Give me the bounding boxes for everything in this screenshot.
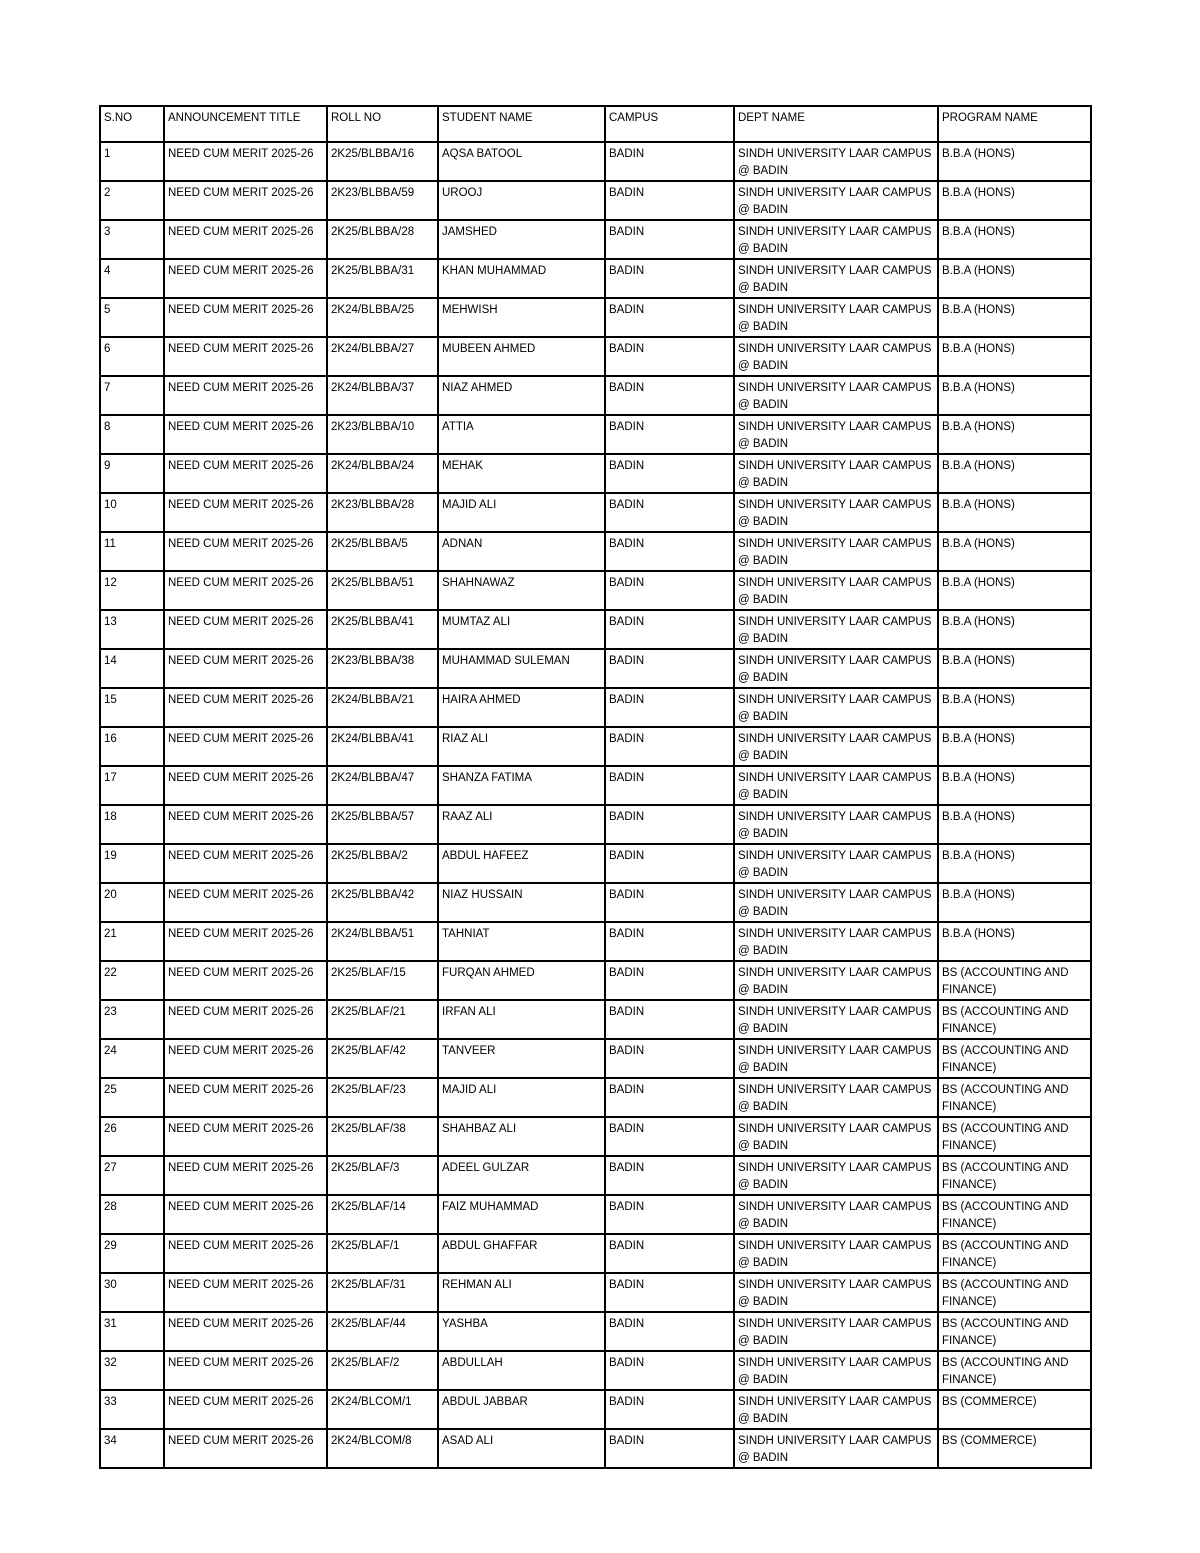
cell-roll-no: 2K24/BLBBA/21: [327, 688, 438, 727]
cell-announcement-title: NEED CUM MERIT 2025-26: [164, 259, 327, 298]
cell-sno: 20: [100, 883, 164, 922]
cell-program-name: B.B.A (HONS): [938, 922, 1091, 961]
cell-campus: BADIN: [605, 220, 734, 259]
cell-campus: BADIN: [605, 454, 734, 493]
cell-campus: BADIN: [605, 1273, 734, 1312]
cell-program-name: B.B.A (HONS): [938, 727, 1091, 766]
table-row: [100, 532, 1091, 571]
table-row: [100, 766, 1091, 805]
cell-announcement-title: NEED CUM MERIT 2025-26: [164, 805, 327, 844]
cell-campus: BADIN: [605, 532, 734, 571]
cell-dept-name: SINDH UNIVERSITY LAAR CAMPUS @ BADIN: [734, 454, 938, 493]
cell-sno: 34: [100, 1429, 164, 1468]
cell-dept-name: SINDH UNIVERSITY LAAR CAMPUS @ BADIN: [734, 1390, 938, 1429]
cell-announcement-title: NEED CUM MERIT 2025-26: [164, 1351, 327, 1390]
cell-sno: 27: [100, 1156, 164, 1195]
cell-sno: 14: [100, 649, 164, 688]
cell-student-name: NIAZ AHMED: [438, 376, 605, 415]
cell-sno: 29: [100, 1234, 164, 1273]
cell-dept-name: SINDH UNIVERSITY LAAR CAMPUS @ BADIN: [734, 142, 938, 181]
cell-dept-name: SINDH UNIVERSITY LAAR CAMPUS @ BADIN: [734, 961, 938, 1000]
cell-dept-name: SINDH UNIVERSITY LAAR CAMPUS @ BADIN: [734, 1234, 938, 1273]
table-row: [100, 1273, 1091, 1312]
cell-dept-name: SINDH UNIVERSITY LAAR CAMPUS @ BADIN: [734, 844, 938, 883]
cell-student-name: IRFAN ALI: [438, 1000, 605, 1039]
cell-campus: BADIN: [605, 961, 734, 1000]
cell-campus: BADIN: [605, 883, 734, 922]
cell-announcement-title: NEED CUM MERIT 2025-26: [164, 220, 327, 259]
cell-announcement-title: NEED CUM MERIT 2025-26: [164, 610, 327, 649]
cell-announcement-title: NEED CUM MERIT 2025-26: [164, 298, 327, 337]
cell-dept-name: SINDH UNIVERSITY LAAR CAMPUS @ BADIN: [734, 1039, 938, 1078]
cell-roll-no: 2K24/BLBBA/27: [327, 337, 438, 376]
cell-campus: BADIN: [605, 610, 734, 649]
cell-student-name: ABDUL JABBAR: [438, 1390, 605, 1429]
cell-roll-no: 2K25/BLBBA/28: [327, 220, 438, 259]
cell-student-name: ADEEL GULZAR: [438, 1156, 605, 1195]
cell-program-name: BS (ACCOUNTING AND FINANCE): [938, 1351, 1091, 1390]
cell-announcement-title: NEED CUM MERIT 2025-26: [164, 1312, 327, 1351]
cell-campus: BADIN: [605, 1351, 734, 1390]
cell-roll-no: 2K25/BLAF/21: [327, 1000, 438, 1039]
table-row: [100, 571, 1091, 610]
cell-sno: 12: [100, 571, 164, 610]
table-row: [100, 1156, 1091, 1195]
cell-roll-no: 2K25/BLAF/3: [327, 1156, 438, 1195]
cell-roll-no: 2K24/BLCOM/1: [327, 1390, 438, 1429]
cell-campus: BADIN: [605, 493, 734, 532]
cell-announcement-title: NEED CUM MERIT 2025-26: [164, 961, 327, 1000]
cell-sno: 5: [100, 298, 164, 337]
cell-dept-name: SINDH UNIVERSITY LAAR CAMPUS @ BADIN: [734, 1117, 938, 1156]
cell-roll-no: 2K25/BLBBA/2: [327, 844, 438, 883]
cell-student-name: MUBEEN AHMED: [438, 337, 605, 376]
table-row: [100, 1351, 1091, 1390]
cell-campus: BADIN: [605, 922, 734, 961]
cell-student-name: ASAD ALI: [438, 1429, 605, 1468]
cell-dept-name: SINDH UNIVERSITY LAAR CAMPUS @ BADIN: [734, 727, 938, 766]
cell-announcement-title: NEED CUM MERIT 2025-26: [164, 883, 327, 922]
cell-campus: BADIN: [605, 727, 734, 766]
cell-announcement-title: NEED CUM MERIT 2025-26: [164, 376, 327, 415]
table-row: [100, 1000, 1091, 1039]
table-row: [100, 961, 1091, 1000]
cell-dept-name: SINDH UNIVERSITY LAAR CAMPUS @ BADIN: [734, 415, 938, 454]
cell-sno: 30: [100, 1273, 164, 1312]
header-program-name: PROGRAM NAME: [938, 106, 1091, 142]
cell-program-name: BS (ACCOUNTING AND FINANCE): [938, 1000, 1091, 1039]
cell-announcement-title: NEED CUM MERIT 2025-26: [164, 1429, 327, 1468]
cell-program-name: B.B.A (HONS): [938, 610, 1091, 649]
cell-dept-name: SINDH UNIVERSITY LAAR CAMPUS @ BADIN: [734, 376, 938, 415]
cell-dept-name: SINDH UNIVERSITY LAAR CAMPUS @ BADIN: [734, 298, 938, 337]
cell-sno: 18: [100, 805, 164, 844]
table-row: [100, 1039, 1091, 1078]
cell-student-name: MAJID ALI: [438, 493, 605, 532]
cell-announcement-title: NEED CUM MERIT 2025-26: [164, 844, 327, 883]
cell-program-name: B.B.A (HONS): [938, 220, 1091, 259]
table-row: [100, 1117, 1091, 1156]
cell-campus: BADIN: [605, 844, 734, 883]
cell-dept-name: SINDH UNIVERSITY LAAR CAMPUS @ BADIN: [734, 610, 938, 649]
cell-dept-name: SINDH UNIVERSITY LAAR CAMPUS @ BADIN: [734, 1000, 938, 1039]
cell-campus: BADIN: [605, 1234, 734, 1273]
cell-sno: 31: [100, 1312, 164, 1351]
cell-campus: BADIN: [605, 298, 734, 337]
table-row: [100, 298, 1091, 337]
cell-dept-name: SINDH UNIVERSITY LAAR CAMPUS @ BADIN: [734, 1078, 938, 1117]
cell-student-name: ABDUL GHAFFAR: [438, 1234, 605, 1273]
cell-announcement-title: NEED CUM MERIT 2025-26: [164, 571, 327, 610]
cell-announcement-title: NEED CUM MERIT 2025-26: [164, 142, 327, 181]
cell-announcement-title: NEED CUM MERIT 2025-26: [164, 688, 327, 727]
cell-campus: BADIN: [605, 259, 734, 298]
cell-sno: 32: [100, 1351, 164, 1390]
cell-roll-no: 2K25/BLAF/42: [327, 1039, 438, 1078]
cell-program-name: B.B.A (HONS): [938, 493, 1091, 532]
cell-campus: BADIN: [605, 1312, 734, 1351]
cell-roll-no: 2K25/BLBBA/57: [327, 805, 438, 844]
cell-campus: BADIN: [605, 571, 734, 610]
cell-announcement-title: NEED CUM MERIT 2025-26: [164, 1273, 327, 1312]
header-announcement-title: ANNOUNCEMENT TITLE: [164, 106, 327, 142]
cell-sno: 26: [100, 1117, 164, 1156]
cell-sno: 19: [100, 844, 164, 883]
cell-announcement-title: NEED CUM MERIT 2025-26: [164, 454, 327, 493]
cell-program-name: BS (COMMERCE): [938, 1429, 1091, 1468]
cell-dept-name: SINDH UNIVERSITY LAAR CAMPUS @ BADIN: [734, 493, 938, 532]
table-header: [100, 106, 1091, 142]
cell-student-name: ABDUL HAFEEZ: [438, 844, 605, 883]
cell-sno: 4: [100, 259, 164, 298]
cell-roll-no: 2K25/BLAF/23: [327, 1078, 438, 1117]
table-row: [100, 1429, 1091, 1468]
cell-announcement-title: NEED CUM MERIT 2025-26: [164, 1117, 327, 1156]
cell-sno: 6: [100, 337, 164, 376]
cell-student-name: ABDULLAH: [438, 1351, 605, 1390]
cell-sno: 17: [100, 766, 164, 805]
cell-student-name: JAMSHED: [438, 220, 605, 259]
table-row: [100, 1390, 1091, 1429]
cell-roll-no: 2K24/BLBBA/24: [327, 454, 438, 493]
table-row: [100, 415, 1091, 454]
table-row: [100, 259, 1091, 298]
cell-program-name: B.B.A (HONS): [938, 571, 1091, 610]
cell-sno: 28: [100, 1195, 164, 1234]
cell-dept-name: SINDH UNIVERSITY LAAR CAMPUS @ BADIN: [734, 1351, 938, 1390]
cell-program-name: B.B.A (HONS): [938, 376, 1091, 415]
cell-dept-name: SINDH UNIVERSITY LAAR CAMPUS @ BADIN: [734, 1312, 938, 1351]
cell-student-name: MAJID ALI: [438, 1078, 605, 1117]
cell-sno: 13: [100, 610, 164, 649]
cell-dept-name: SINDH UNIVERSITY LAAR CAMPUS @ BADIN: [734, 922, 938, 961]
header-row: [100, 106, 1091, 142]
cell-campus: BADIN: [605, 1039, 734, 1078]
cell-program-name: BS (ACCOUNTING AND FINANCE): [938, 1273, 1091, 1312]
cell-announcement-title: NEED CUM MERIT 2025-26: [164, 766, 327, 805]
cell-announcement-title: NEED CUM MERIT 2025-26: [164, 532, 327, 571]
cell-student-name: RIAZ ALI: [438, 727, 605, 766]
cell-student-name: MEHWISH: [438, 298, 605, 337]
table-row: [100, 376, 1091, 415]
cell-roll-no: 2K25/BLBBA/16: [327, 142, 438, 181]
cell-dept-name: SINDH UNIVERSITY LAAR CAMPUS @ BADIN: [734, 532, 938, 571]
cell-campus: BADIN: [605, 1000, 734, 1039]
cell-student-name: ATTIA: [438, 415, 605, 454]
table-row: [100, 1078, 1091, 1117]
merit-list-table: [99, 105, 1092, 1469]
cell-campus: BADIN: [605, 415, 734, 454]
cell-sno: 10: [100, 493, 164, 532]
cell-student-name: TANVEER: [438, 1039, 605, 1078]
cell-student-name: RAAZ ALI: [438, 805, 605, 844]
table-row: [100, 688, 1091, 727]
cell-dept-name: SINDH UNIVERSITY LAAR CAMPUS @ BADIN: [734, 259, 938, 298]
cell-dept-name: SINDH UNIVERSITY LAAR CAMPUS @ BADIN: [734, 1195, 938, 1234]
cell-campus: BADIN: [605, 1078, 734, 1117]
cell-roll-no: 2K25/BLAF/2: [327, 1351, 438, 1390]
table-row: [100, 220, 1091, 259]
cell-announcement-title: NEED CUM MERIT 2025-26: [164, 1156, 327, 1195]
cell-program-name: B.B.A (HONS): [938, 259, 1091, 298]
cell-announcement-title: NEED CUM MERIT 2025-26: [164, 727, 327, 766]
table-row: [100, 727, 1091, 766]
cell-roll-no: 2K25/BLBBA/41: [327, 610, 438, 649]
cell-sno: 1: [100, 142, 164, 181]
cell-dept-name: SINDH UNIVERSITY LAAR CAMPUS @ BADIN: [734, 766, 938, 805]
cell-student-name: TAHNIAT: [438, 922, 605, 961]
cell-student-name: MUMTAZ ALI: [438, 610, 605, 649]
cell-announcement-title: NEED CUM MERIT 2025-26: [164, 1390, 327, 1429]
cell-roll-no: 2K24/BLBBA/37: [327, 376, 438, 415]
cell-program-name: BS (ACCOUNTING AND FINANCE): [938, 1156, 1091, 1195]
cell-student-name: ADNAN: [438, 532, 605, 571]
cell-sno: 8: [100, 415, 164, 454]
cell-announcement-title: NEED CUM MERIT 2025-26: [164, 1195, 327, 1234]
table-row: [100, 1195, 1091, 1234]
cell-dept-name: SINDH UNIVERSITY LAAR CAMPUS @ BADIN: [734, 805, 938, 844]
cell-announcement-title: NEED CUM MERIT 2025-26: [164, 1039, 327, 1078]
cell-sno: 3: [100, 220, 164, 259]
header-sno: S.NO: [100, 106, 164, 142]
cell-program-name: B.B.A (HONS): [938, 883, 1091, 922]
cell-student-name: HAIRA AHMED: [438, 688, 605, 727]
cell-campus: BADIN: [605, 181, 734, 220]
table-row: [100, 610, 1091, 649]
table-row: [100, 337, 1091, 376]
cell-dept-name: SINDH UNIVERSITY LAAR CAMPUS @ BADIN: [734, 1273, 938, 1312]
cell-roll-no: 2K23/BLBBA/59: [327, 181, 438, 220]
cell-roll-no: 2K23/BLBBA/10: [327, 415, 438, 454]
cell-sno: 16: [100, 727, 164, 766]
cell-roll-no: 2K25/BLBBA/42: [327, 883, 438, 922]
cell-sno: 9: [100, 454, 164, 493]
cell-dept-name: SINDH UNIVERSITY LAAR CAMPUS @ BADIN: [734, 883, 938, 922]
cell-sno: 7: [100, 376, 164, 415]
cell-program-name: B.B.A (HONS): [938, 337, 1091, 376]
table-row: [100, 142, 1091, 181]
table-row: [100, 922, 1091, 961]
cell-student-name: MEHAK: [438, 454, 605, 493]
cell-student-name: YASHBA: [438, 1312, 605, 1351]
cell-announcement-title: NEED CUM MERIT 2025-26: [164, 1000, 327, 1039]
table-row: [100, 1234, 1091, 1273]
table-row: [100, 493, 1091, 532]
cell-campus: BADIN: [605, 1195, 734, 1234]
cell-roll-no: 2K25/BLBBA/5: [327, 532, 438, 571]
cell-program-name: B.B.A (HONS): [938, 688, 1091, 727]
cell-dept-name: SINDH UNIVERSITY LAAR CAMPUS @ BADIN: [734, 1156, 938, 1195]
cell-sno: 11: [100, 532, 164, 571]
cell-campus: BADIN: [605, 142, 734, 181]
table-body: [100, 142, 1091, 1468]
header-student-name: STUDENT NAME: [438, 106, 605, 142]
cell-student-name: SHAHBAZ ALI: [438, 1117, 605, 1156]
cell-program-name: B.B.A (HONS): [938, 805, 1091, 844]
cell-program-name: BS (ACCOUNTING AND FINANCE): [938, 1195, 1091, 1234]
cell-roll-no: 2K23/BLBBA/38: [327, 649, 438, 688]
cell-dept-name: SINDH UNIVERSITY LAAR CAMPUS @ BADIN: [734, 571, 938, 610]
cell-program-name: B.B.A (HONS): [938, 142, 1091, 181]
cell-program-name: B.B.A (HONS): [938, 844, 1091, 883]
cell-announcement-title: NEED CUM MERIT 2025-26: [164, 1078, 327, 1117]
cell-roll-no: 2K25/BLAF/38: [327, 1117, 438, 1156]
cell-roll-no: 2K24/BLBBA/51: [327, 922, 438, 961]
cell-announcement-title: NEED CUM MERIT 2025-26: [164, 922, 327, 961]
cell-program-name: B.B.A (HONS): [938, 181, 1091, 220]
cell-roll-no: 2K24/BLCOM/8: [327, 1429, 438, 1468]
cell-campus: BADIN: [605, 1156, 734, 1195]
cell-dept-name: SINDH UNIVERSITY LAAR CAMPUS @ BADIN: [734, 337, 938, 376]
table-row: [100, 844, 1091, 883]
cell-student-name: UROOJ: [438, 181, 605, 220]
cell-roll-no: 2K25/BLAF/31: [327, 1273, 438, 1312]
cell-student-name: KHAN MUHAMMAD: [438, 259, 605, 298]
cell-dept-name: SINDH UNIVERSITY LAAR CAMPUS @ BADIN: [734, 220, 938, 259]
cell-program-name: BS (ACCOUNTING AND FINANCE): [938, 1117, 1091, 1156]
cell-sno: 25: [100, 1078, 164, 1117]
cell-program-name: B.B.A (HONS): [938, 649, 1091, 688]
cell-sno: 2: [100, 181, 164, 220]
cell-sno: 24: [100, 1039, 164, 1078]
cell-program-name: BS (ACCOUNTING AND FINANCE): [938, 961, 1091, 1000]
table-row: [100, 883, 1091, 922]
table-row: [100, 454, 1091, 493]
cell-announcement-title: NEED CUM MERIT 2025-26: [164, 493, 327, 532]
cell-roll-no: 2K24/BLBBA/41: [327, 727, 438, 766]
cell-student-name: NIAZ HUSSAIN: [438, 883, 605, 922]
cell-campus: BADIN: [605, 1429, 734, 1468]
cell-campus: BADIN: [605, 649, 734, 688]
cell-dept-name: SINDH UNIVERSITY LAAR CAMPUS @ BADIN: [734, 649, 938, 688]
cell-campus: BADIN: [605, 805, 734, 844]
cell-roll-no: 2K23/BLBBA/28: [327, 493, 438, 532]
cell-sno: 21: [100, 922, 164, 961]
table-row: [100, 181, 1091, 220]
table-row: [100, 805, 1091, 844]
header-roll-no: ROLL NO: [327, 106, 438, 142]
table-row: [100, 1312, 1091, 1351]
cell-roll-no: 2K25/BLBBA/31: [327, 259, 438, 298]
cell-announcement-title: NEED CUM MERIT 2025-26: [164, 649, 327, 688]
cell-dept-name: SINDH UNIVERSITY LAAR CAMPUS @ BADIN: [734, 181, 938, 220]
cell-announcement-title: NEED CUM MERIT 2025-26: [164, 337, 327, 376]
cell-student-name: REHMAN ALI: [438, 1273, 605, 1312]
cell-program-name: B.B.A (HONS): [938, 298, 1091, 337]
cell-program-name: B.B.A (HONS): [938, 532, 1091, 571]
cell-student-name: FAIZ MUHAMMAD: [438, 1195, 605, 1234]
cell-campus: BADIN: [605, 688, 734, 727]
cell-sno: 33: [100, 1390, 164, 1429]
cell-roll-no: 2K25/BLAF/44: [327, 1312, 438, 1351]
table-row: [100, 649, 1091, 688]
cell-student-name: FURQAN AHMED: [438, 961, 605, 1000]
cell-program-name: BS (ACCOUNTING AND FINANCE): [938, 1312, 1091, 1351]
cell-program-name: B.B.A (HONS): [938, 415, 1091, 454]
cell-roll-no: 2K25/BLAF/1: [327, 1234, 438, 1273]
cell-program-name: BS (ACCOUNTING AND FINANCE): [938, 1234, 1091, 1273]
cell-dept-name: SINDH UNIVERSITY LAAR CAMPUS @ BADIN: [734, 688, 938, 727]
cell-announcement-title: NEED CUM MERIT 2025-26: [164, 1234, 327, 1273]
cell-student-name: MUHAMMAD SULEMAN: [438, 649, 605, 688]
cell-sno: 23: [100, 1000, 164, 1039]
cell-sno: 22: [100, 961, 164, 1000]
cell-roll-no: 2K24/BLBBA/47: [327, 766, 438, 805]
cell-campus: BADIN: [605, 1390, 734, 1429]
cell-dept-name: SINDH UNIVERSITY LAAR CAMPUS @ BADIN: [734, 1429, 938, 1468]
cell-roll-no: 2K25/BLAF/14: [327, 1195, 438, 1234]
cell-announcement-title: NEED CUM MERIT 2025-26: [164, 181, 327, 220]
cell-program-name: BS (ACCOUNTING AND FINANCE): [938, 1078, 1091, 1117]
cell-roll-no: 2K24/BLBBA/25: [327, 298, 438, 337]
cell-student-name: SHAHNAWAZ: [438, 571, 605, 610]
cell-campus: BADIN: [605, 337, 734, 376]
cell-program-name: B.B.A (HONS): [938, 454, 1091, 493]
cell-program-name: B.B.A (HONS): [938, 766, 1091, 805]
cell-sno: 15: [100, 688, 164, 727]
cell-program-name: BS (COMMERCE): [938, 1390, 1091, 1429]
cell-campus: BADIN: [605, 1117, 734, 1156]
header-campus: CAMPUS: [605, 106, 734, 142]
cell-program-name: BS (ACCOUNTING AND FINANCE): [938, 1039, 1091, 1078]
cell-roll-no: 2K25/BLBBA/51: [327, 571, 438, 610]
cell-roll-no: 2K25/BLAF/15: [327, 961, 438, 1000]
header-dept-name: DEPT NAME: [734, 106, 938, 142]
cell-student-name: AQSA BATOOL: [438, 142, 605, 181]
cell-student-name: SHANZA FATIMA: [438, 766, 605, 805]
cell-announcement-title: NEED CUM MERIT 2025-26: [164, 415, 327, 454]
cell-campus: BADIN: [605, 376, 734, 415]
cell-campus: BADIN: [605, 766, 734, 805]
